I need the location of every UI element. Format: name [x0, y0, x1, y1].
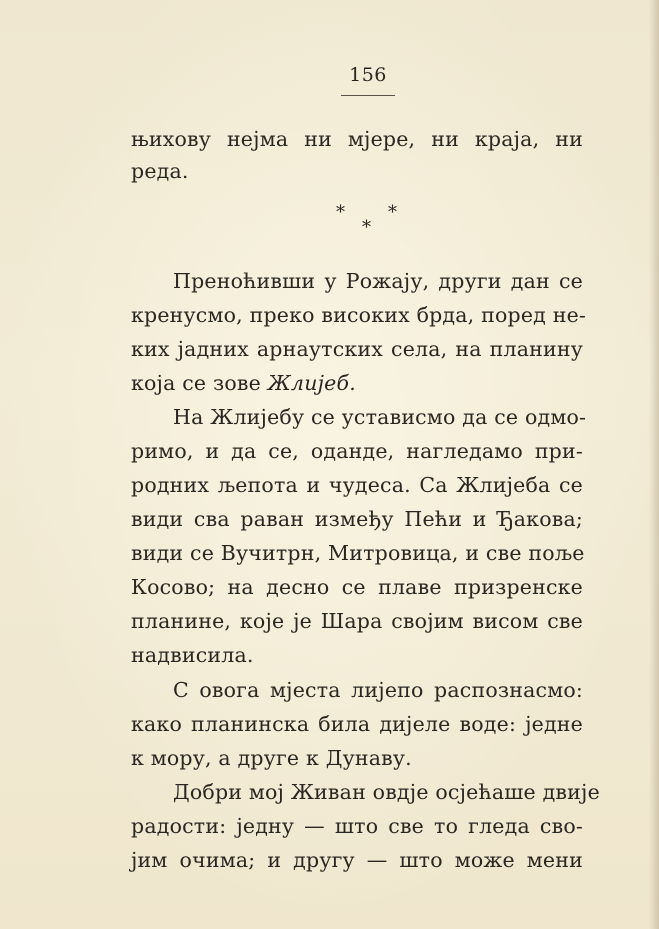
text-line: надвисила.: [131, 643, 254, 667]
text-line: Косово; на десно се плаве призренске: [131, 575, 583, 599]
text-line: Добри мој Живан овдје осјећаше двије: [173, 780, 600, 804]
text-line: [131, 369, 583, 397]
text-line: Преноћивши у Рожају, други дан се: [173, 269, 583, 293]
text-line: ких јадних арнаутских села, на планину: [131, 337, 583, 361]
text-line: јим очима; и другу — што може мени: [131, 848, 583, 872]
text-line: радости: једну — што све то гледа сво-: [131, 814, 583, 838]
text-line: како планинска била дијеле воде: једне: [131, 712, 583, 736]
ornament-star: *: [362, 217, 371, 238]
text-line: планине, које је Шара својим висом све: [131, 609, 583, 633]
text-line: њихову нејма ни мјере, ни краја, ни: [131, 127, 583, 151]
text-line: к мору, а друге к Дунаву.: [131, 746, 412, 770]
place-name-italic: Жлијеб.: [267, 371, 356, 395]
text-line: родних љепота и чудеса. Са Жлијеба се: [131, 473, 583, 497]
page-number-rule: [341, 95, 395, 96]
text-line: С овога мјеста лијепо распознасмо:: [173, 678, 583, 702]
text-line: На Жлијебу се устависмо да се одмо-: [173, 405, 587, 429]
text-line: види сва раван између Пећи и Ђакова;: [131, 507, 583, 531]
text-line-part: која се зове: [131, 371, 261, 395]
ornament-star: *: [388, 202, 397, 223]
text-line: види се Вучитрн, Митровица, и све поље: [131, 541, 585, 565]
text-line: реда.: [131, 159, 189, 183]
page-edge-shadow: [649, 0, 659, 929]
ornament-star: *: [336, 202, 345, 223]
text-line: кренусмо, преко високих брда, поред не-: [131, 303, 587, 327]
page-number: 156: [349, 64, 387, 86]
text-line: римо, и да се, оданде, нагледамо при-: [131, 439, 583, 463]
